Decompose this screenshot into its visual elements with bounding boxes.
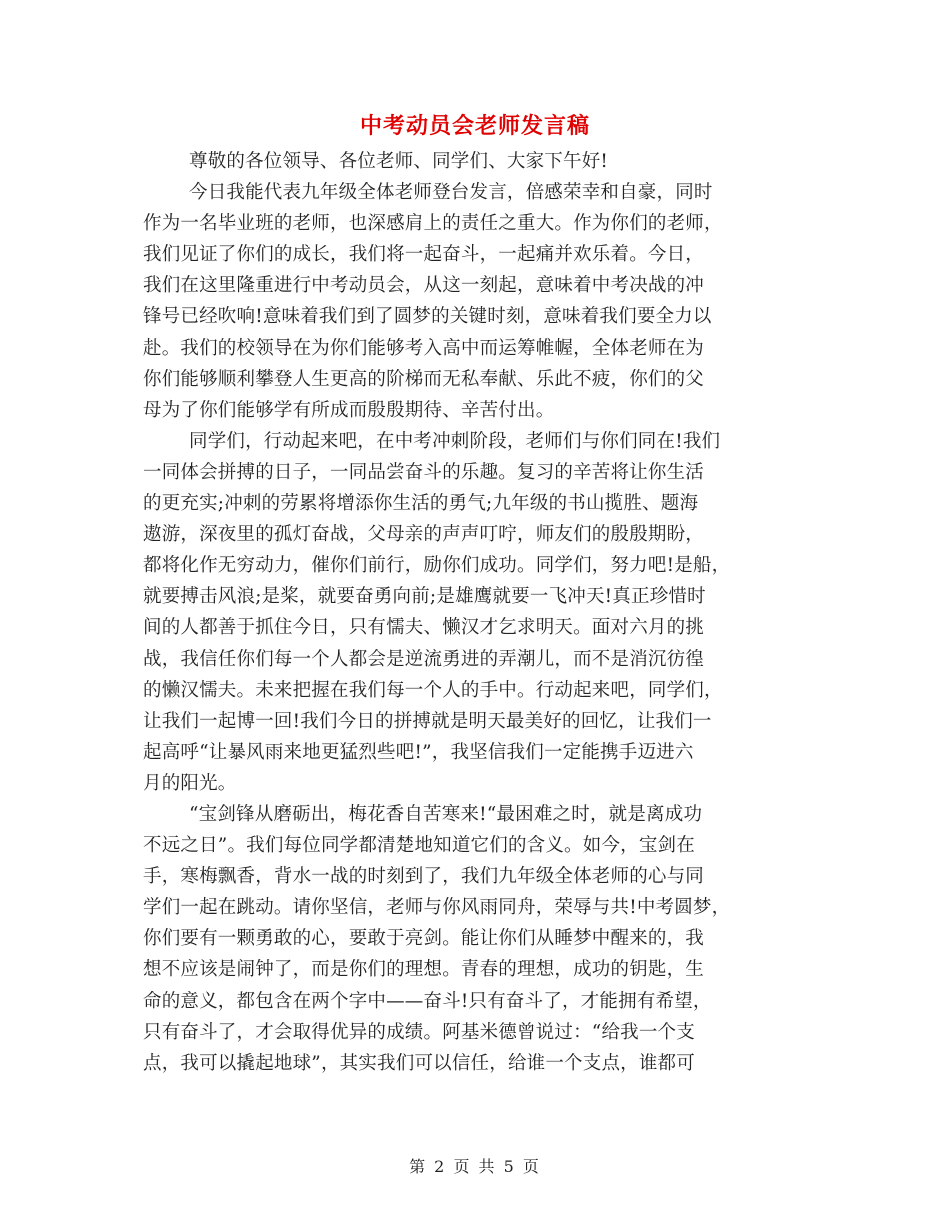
text-line: 一同体会拼搏的日子，一同品尝奋斗的乐趣。复习的辛苦将让你生活 xyxy=(143,461,705,483)
text-line: 命的意义，都包含在两个字中——奋斗!只有奋斗了，才能拥有希望， xyxy=(143,990,712,1012)
text-line: 赴。我们的校领导在为你们能够考入高中而运筹帷幄，全体老师在为 xyxy=(143,337,705,359)
text-line: 都将化作无穷动力，催你们前行，励你们成功。同学们，努力吧!是船， xyxy=(143,555,731,577)
text-line: 手，寒梅飘香，背水一战的时刻到了，我们九年级全体老师的心与同 xyxy=(143,866,705,888)
text-line: 不远之日”。我们每位同学都清楚地知道它们的含义。如今，宝剑在 xyxy=(143,835,695,857)
text-line: 尊敬的各位领导、各位老师、同学们、大家下午好! xyxy=(189,151,609,172)
text-line: 的更充实;冲刺的劳累将增添你生活的勇气;九年级的书山揽胜、题海 xyxy=(143,493,699,515)
text-line: 同学们，行动起来吧，在中考冲刺阶段，老师们与你们同在!我们 xyxy=(189,430,721,452)
text-line: 间的人都善于抓住今日，只有懦夫、懒汉才乞求明天。面对六月的挑 xyxy=(143,617,705,639)
text-line: 我们见证了你们的成长，我们将一起奋斗，一起痛并欢乐着。今日， xyxy=(143,244,705,266)
document-body xyxy=(143,146,813,1079)
text-line: “宝剑锋从磨砺出，梅花香自苦寒来!“最困难之时，就是离成功 xyxy=(189,803,703,825)
text-line: 的懒汉懦夫。未来把握在我们每一个人的手中。行动起来吧，同学们， xyxy=(143,679,723,701)
page-title: 中考动员会老师发言稿 xyxy=(359,113,590,139)
text-line: 战，我信任你们每一个人都会是逆流勇进的弄潮儿，而不是消沉彷徨 xyxy=(143,648,705,670)
text-line: 你们能够顺利攀登人生更高的阶梯而无私奉献、乐此不疲，你们的父 xyxy=(143,368,705,390)
text-line: 让我们一起博一回!我们今日的拼搏就是明天最美好的回忆，让我们一 xyxy=(143,710,712,732)
text-line: 月的阳光。 xyxy=(143,772,237,794)
text-line: 母为了你们能够学有所成而殷殷期待、辛苦付出。 xyxy=(143,399,555,421)
text-line: 就要搏击风浪;是桨，就要奋勇向前;是雄鹰就要一飞冲天!真正珍惜时 xyxy=(143,586,706,608)
text-line: 遨游，深夜里的孤灯奋战，父母亲的声声叮咛，师友们的殷殷期盼， xyxy=(143,524,705,546)
text-line: 学们一起在跳动。请你坚信，老师与你风雨同舟，荣辱与共!中考圆梦， xyxy=(143,897,731,919)
text-line: 作为一名毕业班的老师，也深感肩上的责任之重大。作为你们的老师， xyxy=(143,213,723,235)
text-line: 你们要有一颗勇敢的心，要敢于亮剑。能让你们从睡梦中醒来的，我 xyxy=(143,928,705,950)
text-line: 起高呼“让暴风雨来地更猛烈些吧!”，我坚信我们一定能携手迈进六 xyxy=(143,741,694,763)
text-line: 点，我可以撬起地球”，其实我们可以信任，给谁一个支点，谁都可 xyxy=(143,1052,695,1074)
text-line: 我们在这里隆重进行中考动员会，从这一刻起，意味着中考决战的冲 xyxy=(143,275,705,297)
text-line: 今日我能代表九年级全体老师登台发言，倍感荣幸和自豪，同时 xyxy=(189,182,713,204)
text-line: 想不应该是闹钟了，而是你们的理想。青春的理想，成功的钥匙，生 xyxy=(143,959,705,981)
text-line: 只有奋斗了，才会取得优异的成绩。阿基米德曾说过：“给我一个支 xyxy=(143,1021,695,1043)
text-line: 锋号已经吹响!意味着我们到了圆梦的关键时刻，意味着我们要全力以 xyxy=(143,306,712,328)
page-footer: 第 2 页 共 5 页 xyxy=(409,1157,541,1176)
